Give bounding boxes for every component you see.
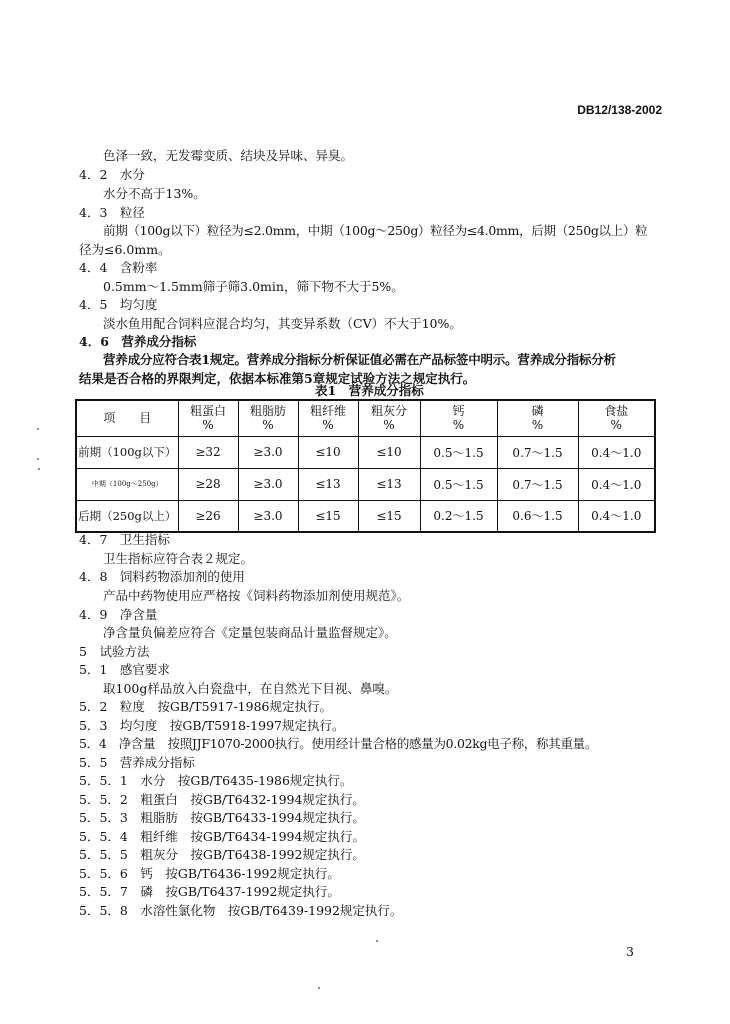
- text-line: 前期（100g以下）粒径为≤2.0mm，中期（100g～250g）粒径为≤4.0mm，后期（250g以上）粒: [103, 223, 648, 238]
- table-cell: ≥28: [178, 468, 238, 500]
- table-cell: 0.5～1.5: [420, 468, 497, 500]
- section-heading: 4．4 含粉率: [79, 260, 158, 275]
- text-line: 5．5．5 粗灰分 按GB/T6438-1992规定执行。: [79, 847, 365, 862]
- table-cell: 0.4～1.0: [578, 500, 655, 532]
- text-line: 产品中药物使用应严格按《饲料药物添加剂使用规范》。: [103, 588, 410, 603]
- scan-speck: [38, 468, 40, 470]
- table-cell: 0.6～1.5: [497, 500, 578, 532]
- header-item: 项 目: [76, 400, 178, 436]
- table-caption: 表1 营养成分指标: [315, 383, 424, 398]
- table-cell: ≤13: [358, 468, 420, 500]
- nutrition-table: [75, 399, 656, 533]
- text-line: 水分不高于13%。: [103, 186, 206, 201]
- table-cell: 0.5～1.5: [420, 436, 497, 468]
- table-header-row: [76, 400, 655, 436]
- scan-speck: [37, 428, 39, 430]
- section-heading: 5．5 营养成分指标: [79, 755, 195, 770]
- table-row: [76, 468, 655, 500]
- table-cell: 0.4～1.0: [578, 436, 655, 468]
- text-line: 卫生指标应符合表２规定。: [103, 551, 254, 566]
- text-line: 5．5．4 粗纤维 按GB/T6434-1994规定执行。: [79, 829, 365, 844]
- header-phosphorus: 磷 %: [497, 400, 578, 436]
- table-cell: 0.4～1.0: [578, 468, 655, 500]
- header-protein: 粗蛋白 %: [178, 400, 238, 436]
- scan-speck: [376, 940, 378, 942]
- text-line: 营养成分应符合表1规定。营养成分指标分析保证值必需在产品标签中明示。营养成分指标分析: [103, 352, 616, 367]
- section-heading: 4．2 水分: [79, 167, 145, 182]
- section-heading: 4．3 粒径: [79, 205, 145, 220]
- table-cell: 0.7～1.5: [497, 436, 578, 468]
- text-line: 取100g样品放入白瓷盘中，在自然光下目视、鼻嗅。: [103, 681, 398, 696]
- table-cell: 中期（100g～250g）: [76, 468, 178, 500]
- text-line: 5．5．6 钙 按GB/T6436-1992规定执行。: [79, 866, 340, 881]
- section-heading: 4．8 饲料药物添加剂的使用: [79, 569, 245, 584]
- text-line: 5．5．7 磷 按GB/T6437-1992规定执行。: [79, 884, 340, 899]
- section-heading: 5 试验方法: [79, 644, 150, 659]
- table-cell: ≤10: [358, 436, 420, 468]
- text-line: 5．5．8 水溶性氯化物 按GB/T6439-1992规定执行。: [79, 903, 403, 918]
- scan-speck: [37, 458, 39, 460]
- text-line: 5．5．1 水分 按GB/T6435-1986规定执行。: [79, 773, 353, 788]
- standard-number: DB12/138-2002: [577, 103, 662, 117]
- text-line: 5．5．3 粗脂肪 按GB/T6433-1994规定执行。: [79, 810, 365, 825]
- text-line: 色泽一致，无发霉变质、结块及异味、异臭。: [103, 148, 354, 163]
- table-cell: ≤13: [298, 468, 358, 500]
- section-heading: 4．7 卫生指标: [79, 532, 170, 547]
- header-salt: 食盐 %: [578, 400, 655, 436]
- section-heading: 5．1 感官要求: [79, 662, 170, 677]
- table-cell: ≥32: [178, 436, 238, 468]
- text-line: 0.5mm～1.5mm筛子筛3.0min，筛下物不大于5%。: [103, 279, 404, 294]
- table-cell: ≥26: [178, 500, 238, 532]
- text-line: 净含量负偏差应符合《定量包装商品计量监督规定》。: [103, 625, 397, 640]
- text-line: 5．5．2 粗蛋白 按GB/T6432-1994规定执行。: [79, 792, 365, 807]
- header-calcium: 钙 %: [420, 400, 497, 436]
- table-cell: ≥3.0: [238, 500, 298, 532]
- section-heading: 4．5 均匀度: [79, 297, 158, 312]
- table-cell: 0.2～1.5: [420, 500, 497, 532]
- header-fiber: 粗纤维 %: [298, 400, 358, 436]
- table-cell: ≤10: [298, 436, 358, 468]
- table-cell: ≤15: [358, 500, 420, 532]
- text-line: 淡水鱼用配合饲料应混合均匀，其变异系数（CV）不大于10%。: [103, 316, 462, 331]
- text-line: 5．4 净含量 按照JJF1070-2000执行。使用经计量合格的感量为0.02kg电子称，称其重量。: [79, 736, 598, 751]
- table-cell: 0.7～1.5: [497, 468, 578, 500]
- page-number: 3: [626, 944, 634, 959]
- table-cell: ≥3.0: [238, 436, 298, 468]
- text-line: 结果是否合格的界限判定，依据本标准第5章规定试验方法之规定执行。: [79, 371, 476, 386]
- table-row: [76, 436, 655, 468]
- table-row: [76, 500, 655, 532]
- scan-speck: [318, 987, 320, 989]
- table-cell: ≤15: [298, 500, 358, 532]
- table-cell: 前期（100g以下）: [76, 436, 178, 468]
- text-line: 5．2 粒度 按GB/T5917-1986规定执行。: [79, 699, 332, 714]
- text-line: 径为≤6.0mm。: [79, 242, 171, 257]
- section-heading: 4．9 净含量: [79, 607, 158, 622]
- header-ash: 粗灰分 %: [358, 400, 420, 436]
- section-heading: 4．6 营养成分指标: [79, 334, 197, 349]
- table-cell: ≥3.0: [238, 468, 298, 500]
- table-cell: 后期（250g以上）: [76, 500, 178, 532]
- header-fat: 粗脂肪 %: [238, 400, 298, 436]
- text-line: 5．3 均匀度 按GB/T5918-1997规定执行。: [79, 718, 345, 733]
